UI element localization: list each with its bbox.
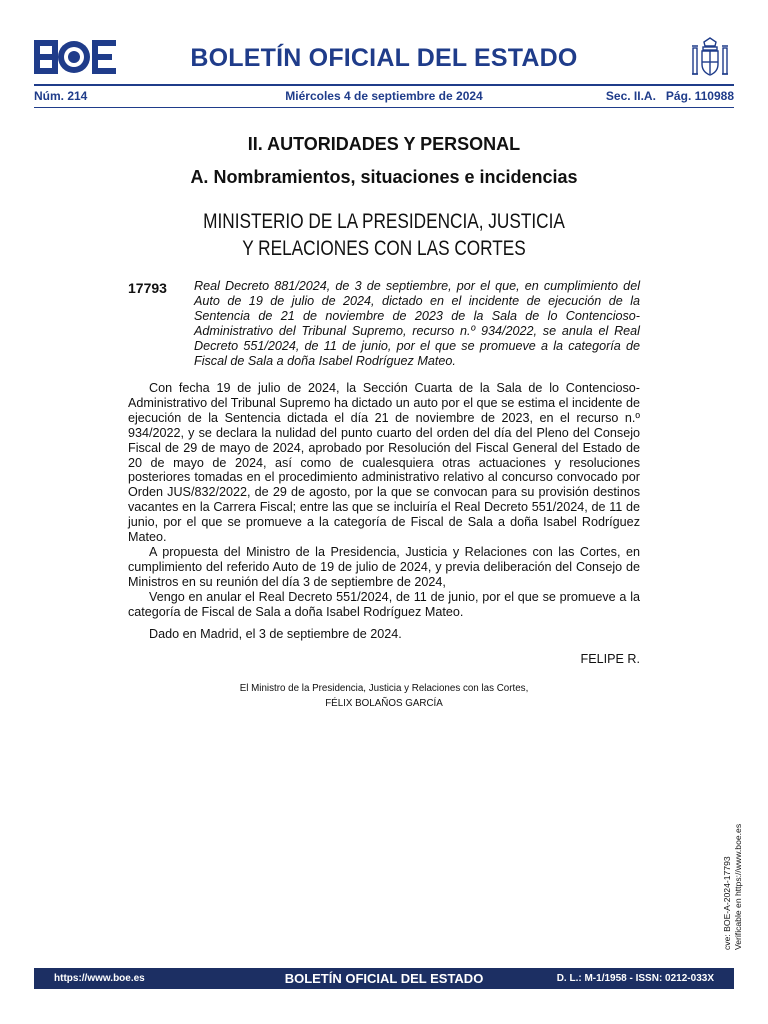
footer-url-link[interactable]: https://www.boe.es — [54, 973, 145, 984]
issue-number: Núm. 214 — [34, 89, 88, 103]
decree-number: 17793 — [128, 280, 167, 296]
body-paragraph: A propuesta del Ministro de la Presidencia, Justicia y Relaciones con las Cortes, en cumplimiento del referido Auto de 19 de julio de 2024, y previa deliberación del Consejo de Ministros en su reunión del día 3 de septiembre de 2024, — [128, 544, 640, 589]
royal-signature: FELIPE R. — [580, 652, 640, 666]
dated-line: Dado en Madrid, el 3 de septiembre de 2024. — [149, 627, 402, 641]
subsection-title: A. Nombramientos, situaciones e incidencias — [190, 167, 578, 187]
spain-coat-of-arms-icon — [690, 36, 730, 80]
decree-body — [128, 381, 640, 620]
meta-rule — [34, 107, 734, 108]
boe-logo — [34, 40, 116, 74]
decree-summary: Real Decreto 881/2024, de 3 de septiembre, por el que, en cumplimiento del Auto de 19 de julio de 2024, dictado en el incidente de ejecución de la Sentencia de 21 de noviembre de 2023 de la Sala de lo Contencioso-Administrativo del Tribunal Supremo, recurso n.º 934/2022, se anula el Real Decreto 551/2024, de 11 de junio, por el que se promueve a la categoría de Fiscal de Sala a doña Isabel Rodríguez Mateo. — [194, 279, 640, 368]
body-paragraph: Vengo en anular el Real Decreto 551/2024, de 11 de junio, por el que se promueve a la categoría de Fiscal de Sala a doña Isabel Rodríguez Mateo. — [128, 589, 640, 619]
ministry-line-2: Y RELACIONES CON LAS CORTES — [242, 237, 526, 260]
minister-role: El Ministro de la Presidencia, Justicia y Relaciones con las Cortes, — [239, 683, 529, 694]
minister-name: FÉLIX BOLAÑOS GARCÍA — [325, 698, 443, 709]
verify-url[interactable]: Verificable en https://www.boe.es — [733, 823, 743, 950]
footer-legal: D. L.: M-1/1958 - ISSN: 0212-033X — [556, 973, 714, 984]
body-paragraph: Con fecha 19 de julio de 2024, la Sección Cuarta de la Sala de lo Contencioso-Administrativo del Tribunal Supremo ha dictado un auto por el que se estima el incidente de ejecución de la Sentencia dictada el día 21 de noviembre de 2023, en el recurso n.º 934/2022, y se declara la nulidad del punto cuarto del orden del día del Pleno del Consejo Fiscal de 29 de mayo de 2024, aprobado por Resolución del Fiscal General del Estado de 20 de mayo de 2024, así como de cualesquiera otras actuaciones y resoluciones posteriores tomadas en el procedimiento administrativo relativo al concurso convocado por Orden JUS/832/2022, de 29 de agosto, por la que se convocan para su provisión destinos vacantes en la Carrera Fiscal; entre las que se incluiría el Real Decreto 551/2024, de 11 de junio, por el que se promueve a la categoría de Fiscal de Sala a doña Isabel Rodríguez Mateo. — [128, 381, 640, 545]
cve-verification — [722, 824, 744, 950]
section-page: Sec. II.A. Pág. 110988 — [605, 89, 734, 103]
issue-meta-row — [34, 89, 734, 105]
ministry-title — [69, 208, 699, 262]
issue-date: Miércoles 4 de septiembre de 2024 — [285, 89, 483, 103]
cve-code: cve: BOE-A-2024-17793 — [722, 856, 732, 950]
ministry-line-1: MINISTERIO DE LA PRESIDENCIA, JUSTICIA — [203, 210, 565, 233]
section-title: II. AUTORIDADES Y PERSONAL — [247, 134, 521, 154]
footer-bar — [34, 968, 734, 989]
header-rule — [34, 84, 734, 86]
gazette-title: BOLETÍN OFICIAL DEL ESTADO — [190, 44, 578, 72]
footer-title: BOLETÍN OFICIAL DEL ESTADO — [284, 971, 484, 986]
